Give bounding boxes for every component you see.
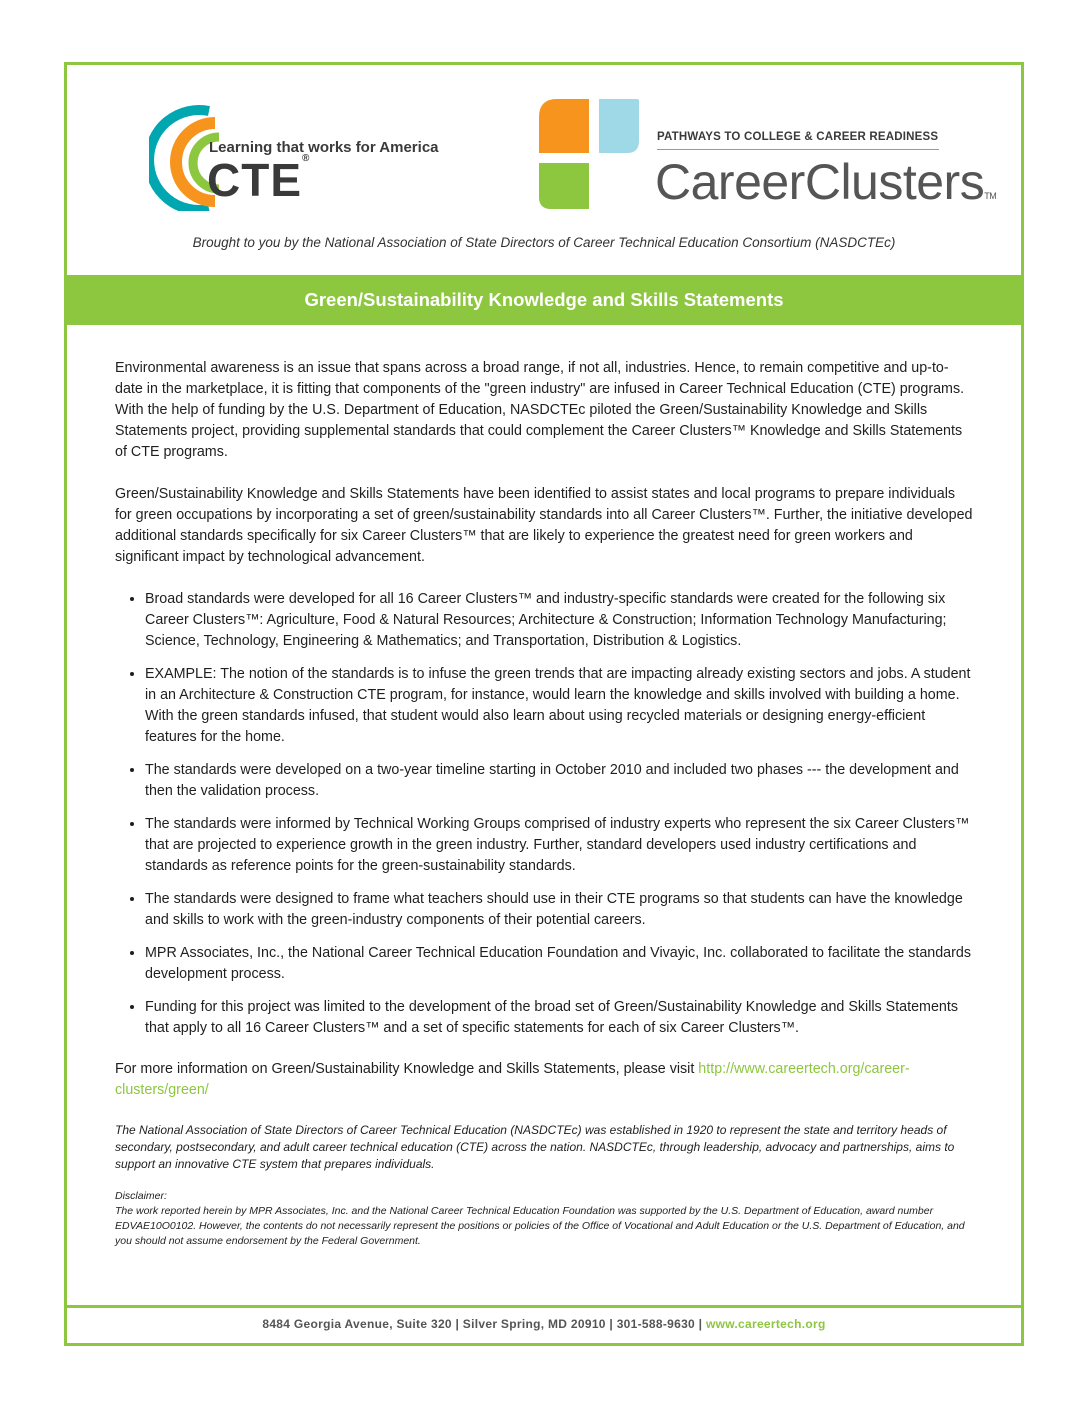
footer-divider: [67, 1305, 1021, 1308]
career-clusters-wordmark: CareerClustersTM: [655, 154, 997, 210]
list-item: • MPR Associates, Inc., the National Career Technical Education Foundation and Vivayic, Inc. collaborated to facilitate the standards development process.: [145, 943, 975, 985]
list-item: • Funding for this project was limited to the development of the broad set of Green/Sustainability Knowledge and Skills Statements that apply to all 16 Career Clusters™ and a set of specific statements for each of six Career Clusters™.: [145, 997, 975, 1039]
main-content: [115, 358, 975, 1249]
header-logos: [67, 65, 1021, 295]
cte-wordmark: CTE®: [207, 153, 311, 206]
website-link[interactable]: www.careertech.org: [705, 1317, 826, 1331]
cte-tagline: Learning that works for America: [209, 139, 439, 156]
disclaimer-label: Disclaimer:: [115, 1190, 167, 1202]
list-item: • The standards were designed to frame what teachers should use in their CTE programs so that students can have the knowledge and skills to work with the green-industry components of their potential careers.: [145, 889, 975, 931]
tagline-divider: [657, 149, 939, 150]
career-clusters-tagline: PATHWAYS TO COLLEGE & CAREER READINESS: [657, 131, 939, 143]
footer: 8484 Georgia Avenue, Suite 320 | Silver Spring, MD 20910 | 301-588-9630 | www.careertech.org: [262, 1317, 826, 1331]
about-nasdctec: The National Association of State Directors of Career Technical Education (NASDCTEc) was established in 1920 to represent the state and territory heads of secondary, postsecondary, and adult career technical education (CTE) across the nation. NASDCTEc, through leadership, advocacy and partnerships, aims to support an innovative CTE system that prepares individuals.: [115, 1123, 955, 1171]
second-paragraph: Green/Sustainability Knowledge and Skills Statements have been identified to assist states and local programs to prepare individuals for green occupations by incorporating a set of green/sustainability standards into all Career Clusters™. Further, the initiative developed additional standards specifically for six Career Clusters™ that are likely to experience the greatest need for green workers and significant impact by technological advancement.: [115, 486, 973, 565]
list-item: • The standards were developed on a two-year timeline starting in October 2010 and included two phases --- the development and then the validation process.: [145, 760, 975, 802]
disclaimer-text: The work reported herein by MPR Associates, Inc. and the National Career Technical Education Foundation was supported by the U.S. Department of Education, award number EDVAE10O0102. However, the contents do not necessarily represent the positions or policies of the Office of Vocational and Adult Education or the U.S. Department of Education, and you should not assume endorsement by the Federal Government.: [115, 1205, 965, 1247]
more-info-link[interactable]: http://www.careertech.org/career-clusters/green/: [115, 1061, 910, 1098]
list-item: • Broad standards were developed for all 16 Career Clusters™ and industry-specific standards were created for the following six Career Clusters™: Agriculture, Food & Natural Resources; Architecture & Construction; Information Technology Manufacturing; Science, Technology, Engineering & Mathematics; and Transportation, Distribution & Logistics.: [145, 589, 975, 652]
intro-paragraph: Environmental awareness is an issue that spans across a broad range, if not all, industries. Hence, to remain competitive and up-to-date in the marketplace, it is fitting that components of the "green industry" are infused in Career Technical Education (CTE) programs. With the help of funding by the U.S. Department of Education, NASDCTEc piloted the Green/Sustainability Knowledge and Skills Statements project, providing supplemental standards that could complement the Career Clusters™ Knowledge and Skills Statements of CTE programs.: [115, 360, 965, 460]
list-item: • The standards were informed by Technical Working Groups comprised of industry experts who represent the six Career Clusters™ that are projected to experience growth in the green industry. Further, standard developers used industry certifications and standards as reference points for the green-sustainability standards.: [145, 814, 975, 877]
list-item: • EXAMPLE: The notion of the standards is to infuse the green trends that are impacting already existing sectors and jobs. A student in an Architecture & Construction CTE program, for instance, would learn the knowledge and skills involved with building a home. With the green standards infused, that student would also learn about using recycled materials or designing energy-efficient features for the home.: [145, 664, 975, 748]
key-points-list: [115, 589, 975, 1039]
brought-to-you-by: Brought to you by the National Association of State Directors of Career Technical Education Consortium (NASDCTEc): [192, 235, 896, 250]
title-banner: Green/Sustainability Knowledge and Skills Statements: [67, 275, 1021, 325]
more-info: For more information on Green/Sustainability Knowledge and Skills Statements, please visit http://www.careertech.org/career-clusters/green/: [115, 1061, 910, 1098]
page-frame: [64, 62, 1024, 1346]
